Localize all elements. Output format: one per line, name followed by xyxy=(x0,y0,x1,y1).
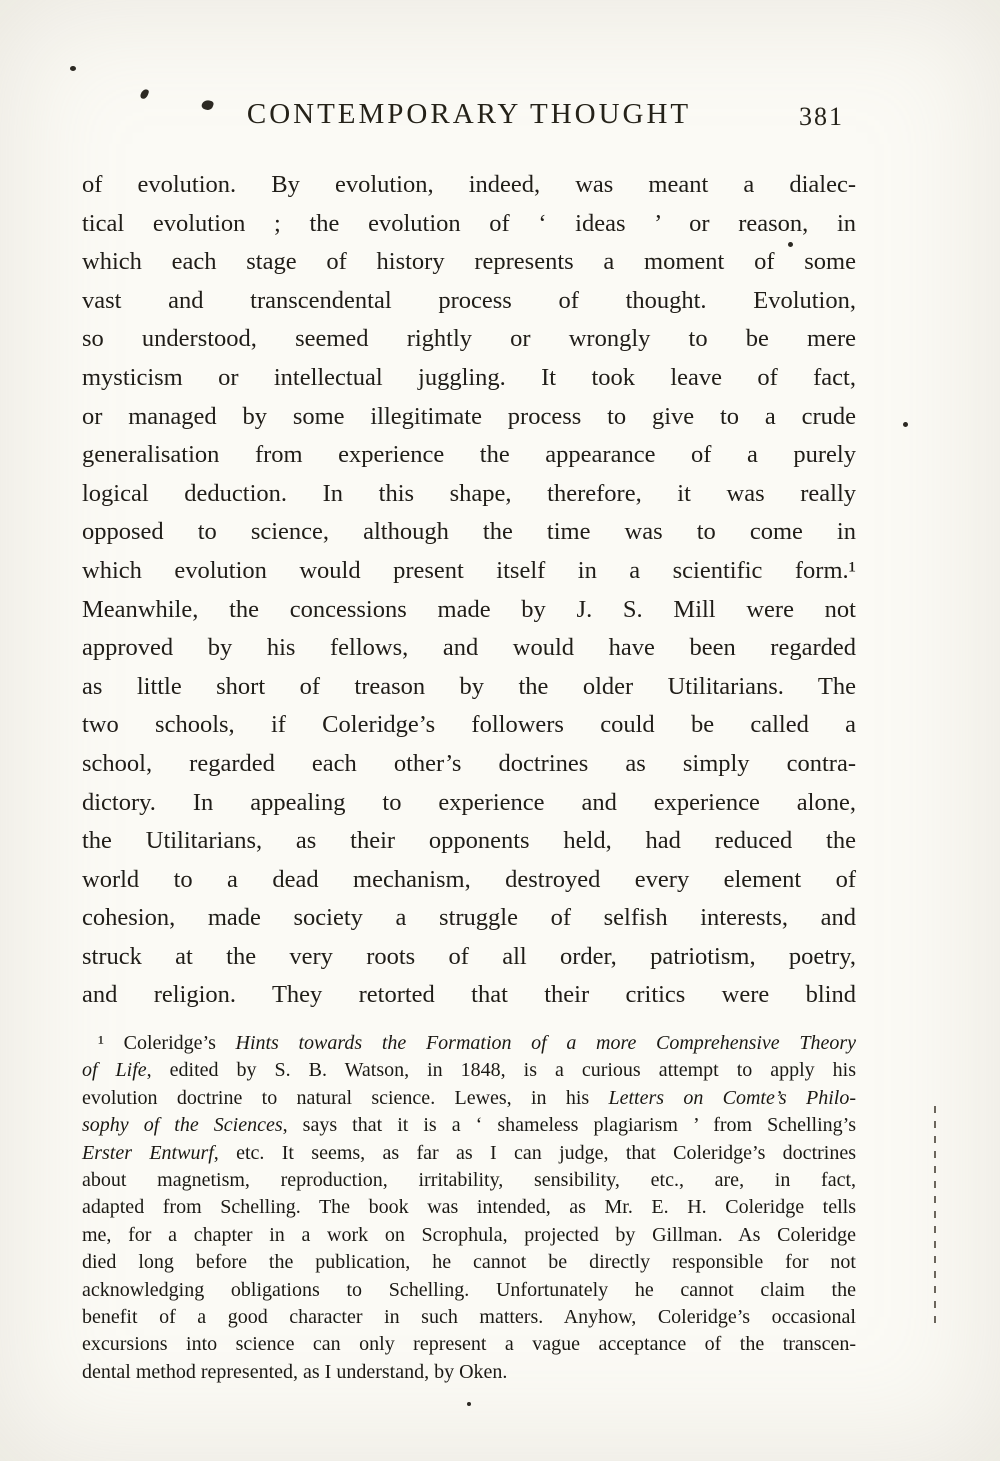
text-run: me, for a chapter in a work on Scrophula, projected by Gillman. As Coleridge xyxy=(82,1223,856,1246)
footnote-line xyxy=(82,1085,856,1112)
text-run: tical evolution ; the evolution of ‘ ideas ’ or reason, in xyxy=(82,209,856,237)
text-run: died long before the publication, he cannot be directly responsible for not xyxy=(82,1251,856,1274)
text-run: benefit of a good character in such matters. Anyhow, Coleridge’s occasional xyxy=(82,1305,856,1328)
text-run: school, regarded each other’s doctrines as simply contra- xyxy=(82,749,856,777)
footnote-line xyxy=(82,1030,856,1057)
text-run: excursions into science can only represent a vague acceptance of the transcen- xyxy=(82,1333,856,1356)
text-run: mysticism or intellectual juggling. It took leave of fact, xyxy=(82,363,856,391)
italic-text-run: sophy of the Sciences xyxy=(82,1114,283,1137)
footnote-line xyxy=(82,1331,856,1358)
text-run: evolution doctrine to natural science. Lewes, in his xyxy=(82,1086,609,1109)
page-header xyxy=(82,98,856,142)
text-run: opposed to science, although the time was to come in xyxy=(82,518,856,546)
italic-text-run: Erster Entwurf xyxy=(82,1141,214,1164)
page-number: 381 xyxy=(799,102,844,131)
text-run: , edited by S. B. Watson, in 1848, is a curious attempt to apply his xyxy=(146,1059,857,1082)
text-run: about magnetism, reproduction, irritability, sensibility, etc., are, in fact, xyxy=(82,1168,856,1191)
footnote-line xyxy=(82,1359,856,1386)
footnote-line xyxy=(82,1057,856,1084)
text-run: two schools, if Coleridge’s followers could be called a xyxy=(82,711,856,739)
text-run: which each stage of history represents a moment of some xyxy=(82,248,856,276)
text-run: Meanwhile, the concessions made by J. S. Mill were not xyxy=(82,595,856,623)
footnote xyxy=(82,1030,856,1386)
text-run: generalisation from experience the appearance of a purely xyxy=(82,441,856,469)
text-run: as little short of treason by the older Utilitarians. The xyxy=(82,672,856,700)
body-line xyxy=(82,861,856,900)
ink-speck xyxy=(467,1402,471,1406)
text-run: cohesion, made society a struggle of selfish interests, and xyxy=(82,904,856,932)
body-line xyxy=(82,899,856,938)
text-run: ¹ Coleridge’s xyxy=(98,1032,236,1054)
text-run: of evolution. By evolution, indeed, was meant a dialec- xyxy=(82,171,856,198)
text-run: adapted from Schelling. The book was intended, as Mr. E. H. Coleridge tells xyxy=(82,1196,856,1219)
body-line xyxy=(82,629,856,668)
scan-artifact-line xyxy=(934,1106,936,1330)
italic-text-run: of Life xyxy=(82,1059,147,1082)
running-title: CONTEMPORARY THOUGHT xyxy=(246,98,692,130)
text-run: so understood, seemed rightly or wrongly to be mere xyxy=(82,325,856,353)
body-line xyxy=(82,166,856,205)
ink-speck xyxy=(70,66,76,71)
body-line xyxy=(82,706,856,745)
text-run: struck at the very roots of all order, patriotism, poetry, xyxy=(82,942,856,970)
text-run: world to a dead mechanism, destroyed every element of xyxy=(82,865,856,893)
text-run: vast and transcendental process of thought. Evolution, xyxy=(82,286,856,314)
body-line xyxy=(82,320,856,359)
body-line xyxy=(82,359,856,398)
footnote-line xyxy=(82,1277,856,1304)
footnote-line xyxy=(82,1249,856,1276)
footnote-line xyxy=(82,1194,856,1221)
body-line xyxy=(82,398,856,437)
text-run: dental method represented, as I understand, by Oken. xyxy=(82,1360,508,1383)
body-line xyxy=(82,205,856,244)
body-line xyxy=(82,513,856,552)
footnote-line xyxy=(82,1167,856,1194)
text-run: logical deduction. In this shape, therefore, it was really xyxy=(82,479,856,507)
body-line xyxy=(82,938,856,977)
ink-speck xyxy=(788,242,793,247)
body-line xyxy=(82,243,856,282)
footnote-line xyxy=(82,1112,856,1139)
text-run: or managed by some illegitimate process to give to a crude xyxy=(82,402,856,430)
body-line xyxy=(82,668,856,707)
ink-speck xyxy=(903,422,908,427)
text-run: the Utilitarians, as their opponents held, had reduced the xyxy=(82,827,856,855)
italic-text-run: Letters on Comte’s Philo- xyxy=(608,1086,856,1109)
text-run: acknowledging obligations to Schelling. Unfortunately he cannot claim the xyxy=(82,1278,856,1301)
text-run: dictory. In appealing to experience and experience alone, xyxy=(82,788,856,816)
text-run: approved by his fellows, and would have been regarded xyxy=(82,634,856,662)
text-run: , says that it is a ‘ shameless plagiarism ’ from Schelling’s xyxy=(282,1114,857,1137)
footnote-line xyxy=(82,1140,856,1167)
body-line xyxy=(82,475,856,514)
body-line xyxy=(82,822,856,861)
text-run: and religion. They retorted that their critics were blind xyxy=(82,981,856,1009)
body-text xyxy=(82,166,856,1015)
body-line xyxy=(82,591,856,630)
italic-text-run: Hints towards the Formation of a more Comprehensive Theory xyxy=(235,1032,856,1054)
footnote-line xyxy=(82,1304,856,1331)
body-line xyxy=(82,282,856,321)
body-line xyxy=(82,976,856,1015)
body-line xyxy=(82,436,856,475)
text-run: , etc. It seems, as far as I can judge, that Coleridge’s doctrines xyxy=(213,1141,856,1164)
body-line xyxy=(82,552,856,591)
text-run: which evolution would present itself in a scientific form.¹ xyxy=(82,556,856,584)
body-line xyxy=(82,784,856,823)
footnote-line xyxy=(82,1222,856,1249)
body-line xyxy=(82,745,856,784)
